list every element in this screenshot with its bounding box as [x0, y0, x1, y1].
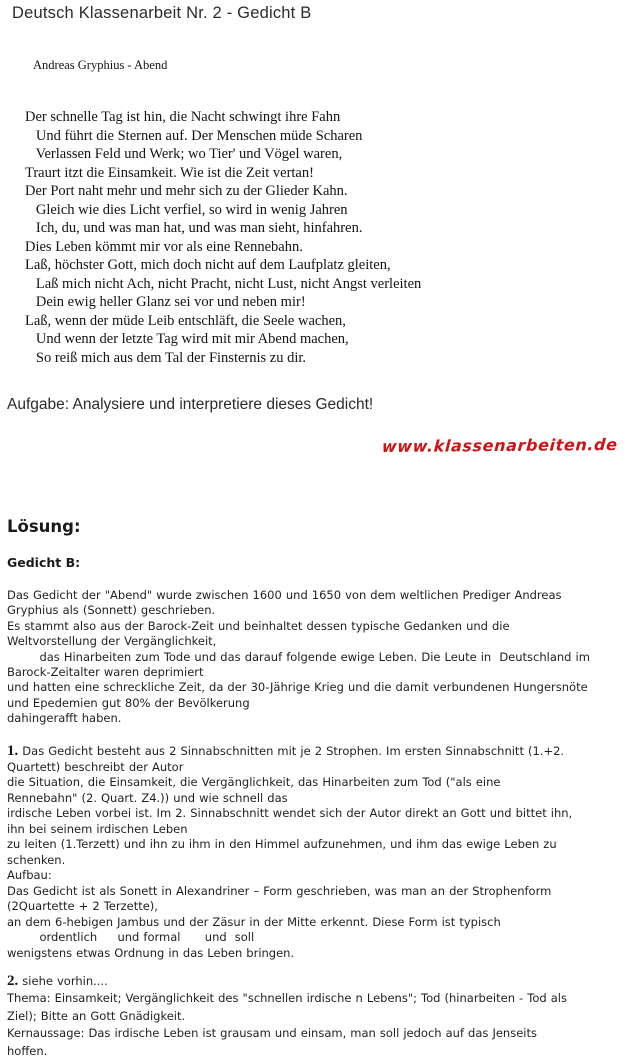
poem-line: Und führt die Sternen auf. Der Menschen müde Scharen [25, 127, 363, 144]
solution-section1-line: Quartett) beschreibt der Autor [7, 759, 184, 774]
solution-intro-line: Weltvorstellung der Vergänglichkeit, [7, 634, 217, 649]
solution-intro-line: Das Gedicht der "Abend" wurde zwischen 1600 und 1650 von dem weltlichen Prediger Andreas [7, 588, 562, 602]
poem-line: Verlassen Feld und Werk; wo Tier' und Vögel waren, [25, 146, 343, 162]
page-title: Deutsch Klassenarbeit Nr. 2 - Gedicht B [12, 4, 312, 22]
solution-section-1 [7, 744, 572, 961]
section-1-first-line: Das Gedicht besteht aus 2 Sinnabschnitten mit je 2 Strophen. Im ersten Sinnabschnitt (1.+2. [18, 744, 565, 758]
poem-line: Der schnelle Tag ist hin, die Nacht schwingt ihre Fahn [25, 109, 341, 125]
solution-intro-line: das Hinarbeiten zum Tode und das darauf folgende ewige Leben. Die Leute in Deutschland im [7, 649, 590, 664]
section-2-number: 2. [7, 973, 19, 989]
solution-section1-line: (2Quartette + 2 Terzette), [7, 899, 158, 913]
solution-poem-label: Gedicht B: [7, 555, 81, 570]
solution-section2-line: Thema: Einsamkeit; Vergänglichkeit des "schnellen irdische n Lebens"; Tod (hinarbeiten - Tod als [7, 991, 567, 1006]
poem-line: Laß mich nicht Ach, nicht Pracht, nicht Lust, nicht Angst verleiten [25, 275, 422, 292]
solution-section2-line: Ziel); Bitte an Gott Gnädigkeit. [7, 1008, 186, 1023]
solution-intro-line: Gryphius als (Sonnett) geschrieben. [7, 603, 216, 618]
solution-section1-line: Aufbau: [7, 868, 52, 882]
poem-line: Dies Leben kömmt mir vor als eine Rennebahn. [25, 238, 303, 255]
solution-intro-line: Barock-Zeitalter waren deprimiert [7, 665, 204, 680]
solution-section1-line: ihn bei seinem irdischen Leben [7, 821, 188, 836]
poem-line: Laß, wenn der müde Leib entschläft, die Seele wachen, [25, 312, 346, 329]
task-instruction: Aufgabe: Analysiere und interpretiere dieses Gedicht! [7, 396, 374, 413]
poem-line: Dein ewig heller Glanz sei vor und neben mir! [25, 294, 306, 310]
solution-intro-paragraph [7, 588, 590, 727]
solution-section1-line: ordentlich und formal und soll [7, 930, 255, 944]
solution-section2-line: Kernaussage: Das irdische Leben ist grausam und einsam, man soll jedoch auf das Jenseits [7, 1026, 537, 1041]
poem-line: Laß, höchster Gott, mich doch nicht auf dem Laufplatz gleiten, [25, 257, 391, 273]
solution-section1-line: Rennebahn" (2. Quart. Z4.)) und wie schnell das [7, 790, 288, 805]
poem-line: Und wenn der letzte Tag wird mit mir Abend machen, [25, 331, 349, 347]
poem-line: So reiß mich aus dem Tal der Finsternis zu dir. [25, 349, 307, 366]
solution-section1-line: die Situation, die Einsamkeit, die Vergänglichkeit, das Hinarbeiten zum Tod ("als eine [7, 775, 501, 789]
solution-section1-line: Das Gedicht ist als Sonett in Alexandriner – Form geschrieben, was man an der Strophenform [7, 883, 552, 898]
solution-section1-line: wenigstens etwas Ordnung in das Leben bringen. [7, 945, 295, 960]
solution-section1-line: an dem 6-hebigen Jambus und der Zäsur in der Mitte erkennt. Diese Form ist typisch [7, 914, 501, 929]
solution-section1-line: zu leiten (1.Terzett) und ihn zu ihm in den Himmel aufzunehmen, und ihm das ewige Leben zu [7, 837, 557, 851]
solution-section1-line: irdische Leben vorbei ist. Im 2. Sinnabschnitt wendet sich der Autor direkt an Gott und bittet ihn, [7, 806, 573, 820]
solution-section2-line: hoffen. [7, 1043, 48, 1056]
solution-intro-line: und hatten eine schreckliche Zeit, da der 30-Jährige Krieg und die damit verbundenen Hungersnöte [7, 680, 588, 695]
poem-line: Traurt itzt die Einsamkeit. Wie ist die Zeit vertan! [25, 164, 314, 181]
solution-intro-line: und Epedemien gut 80% der Bevölkerung [7, 695, 250, 710]
solution-section2-line [7, 973, 567, 990]
solution-intro-line: dahingerafft haben. [7, 711, 122, 726]
section-1-number: 1. [7, 743, 19, 759]
poem-author-title: Andreas Gryphius - Abend [33, 58, 168, 72]
solution-intro-line: Es stammt also aus der Barock-Zeit und beinhaltet dessen typische Gedanken und die [7, 618, 510, 633]
poem-line: Der Port naht mehr und mehr sich zu der Glieder Kahn. [25, 183, 348, 199]
poem-line: Ich, du, und was man hat, und was man sieht, hinfahren. [25, 220, 363, 236]
poem-text [25, 108, 421, 367]
poem-line: Gleich wie dies Licht verfiel, so wird in wenig Jahren [25, 201, 348, 218]
solution-section1-line [7, 744, 572, 760]
solution-section-2 [7, 973, 567, 1056]
solution-section1-line: schenken. [7, 852, 66, 867]
site-watermark-link[interactable]: www.klassenarbeiten.de [381, 434, 619, 457]
solution-heading: Lösung: [7, 517, 81, 536]
section-2-first-line: siehe vorhin.... [18, 974, 108, 988]
